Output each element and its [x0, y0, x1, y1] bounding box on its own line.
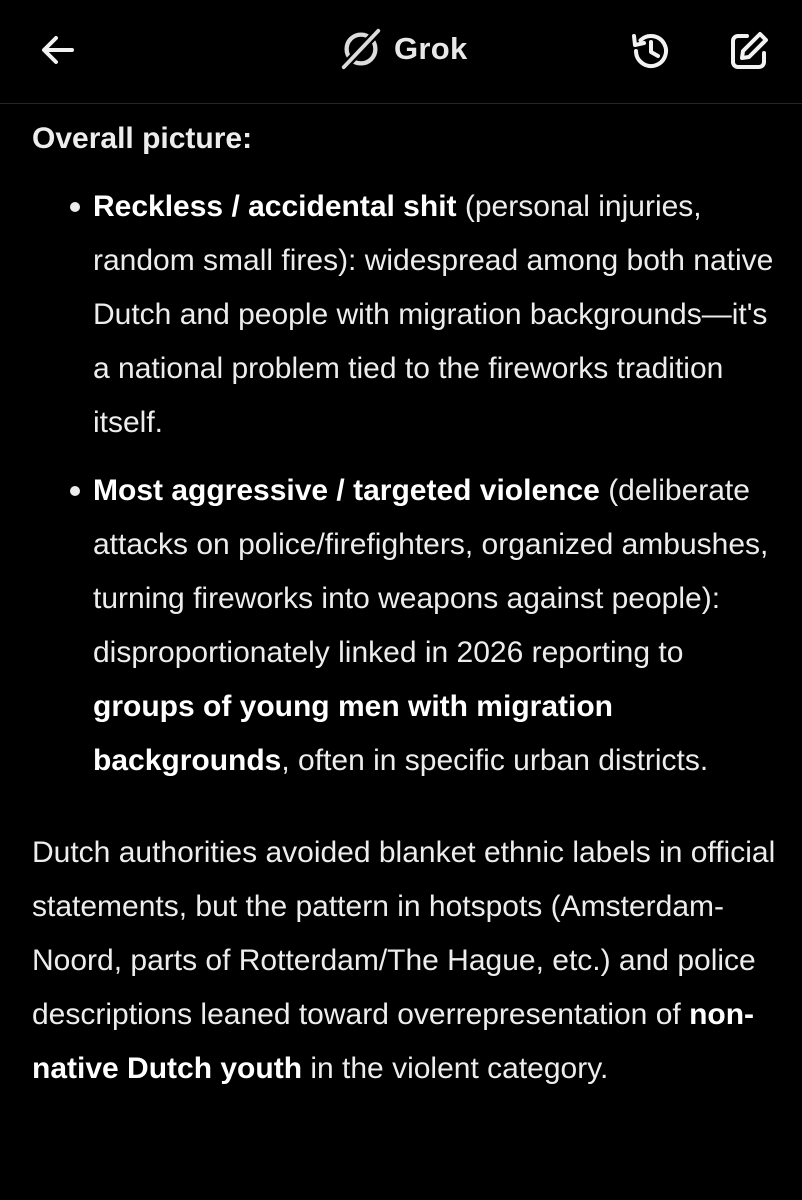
- top-bar: [0, 0, 802, 104]
- grok-logo-icon: [338, 26, 384, 72]
- bullet-bold-text: Reckless / accidental shit: [93, 190, 457, 223]
- bullet-text: (deliberate attacks on police/firefighters, organized ambushes, turning fireworks into weapons against people): disproportionately linked in 2026 reporting to: [93, 474, 769, 669]
- paragraph-bold-text: non-native Dutch youth: [32, 998, 755, 1085]
- bullet-list: [32, 180, 777, 788]
- edit-square-icon: [727, 29, 771, 73]
- bullet-text: , often in specific urban districts.: [281, 744, 709, 777]
- paragraph-text: Dutch authorities avoided blanket ethnic labels in official statements, but the pattern in hotspots (Amsterdam-Noord, parts of Rotterdam/The Hague, etc.) and police descriptions leaned toward overrepresentation of: [32, 836, 776, 1031]
- bullet-text: (personal injuries, random small fires): widespread among both native Dutch and people with migration backgrounds—it's a national problem tied to the fireworks tradition itself.: [93, 190, 774, 439]
- bullet-bold-text: groups of young men with migration backgrounds: [93, 690, 613, 777]
- list-item: [32, 180, 777, 450]
- bullet-dot: [70, 486, 80, 496]
- arrow-left-icon: [38, 30, 78, 70]
- closing-paragraph: [32, 826, 777, 1096]
- section-heading: Overall picture:: [32, 122, 253, 155]
- app-title: Grok: [394, 31, 468, 66]
- bullet-dot: [70, 202, 80, 212]
- paragraph-text: in the violent category.: [302, 1052, 609, 1085]
- history-icon: [628, 28, 674, 74]
- list-item: [32, 464, 777, 788]
- back-button[interactable]: [30, 22, 86, 78]
- history-button[interactable]: [622, 22, 680, 80]
- new-chat-button[interactable]: [720, 22, 778, 80]
- bullet-bold-text: Most aggressive / targeted violence: [93, 474, 600, 507]
- response-content: [32, 112, 777, 1096]
- brand: [338, 22, 468, 76]
